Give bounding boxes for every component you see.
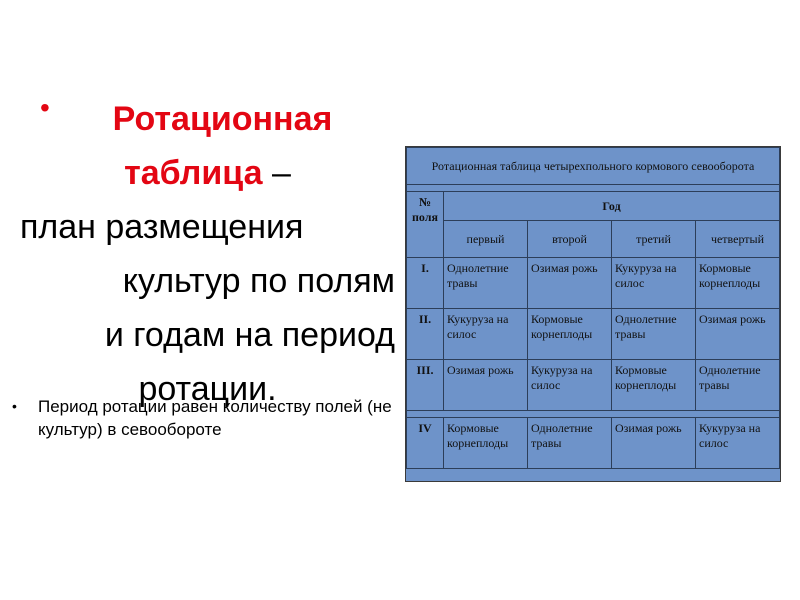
table-cell: Кукуруза на силос [612, 258, 696, 309]
table-title: Ротационная таблица четырехпольного кормового севооборота [407, 148, 780, 185]
heading-term-line1: Ротационная [112, 100, 333, 138]
table-cell: Озимая рожь [612, 418, 696, 469]
row-field-number: III. [407, 360, 444, 411]
table-row [407, 360, 780, 411]
year-third: третий [612, 221, 696, 258]
row-field-number: II. [407, 309, 444, 360]
heading-bullet: • [40, 92, 50, 123]
year-header: Год [444, 192, 780, 221]
table-row [407, 309, 780, 360]
table-cell: Озимая рожь [444, 360, 528, 411]
table-cell: Кукуруза на силос [528, 360, 612, 411]
rotation-table [406, 147, 780, 469]
heading-def-line2: культур по полям [122, 262, 395, 300]
field-number-header: № поля [407, 192, 444, 258]
table-cell: Озимая рожь [528, 258, 612, 309]
table-cell: Кукуруза на силос [444, 309, 528, 360]
table-cell: Однолетние травы [528, 418, 612, 469]
note-text: Период ротации равен количеству полей (не культур) в севообороте [38, 397, 392, 439]
note-bullet: • [12, 398, 17, 414]
rotation-note [12, 395, 418, 441]
table-cell: Кукуруза на силос [696, 418, 780, 469]
year-fourth: четвертый [696, 221, 780, 258]
table-cell: Кормовые корнеплоды [444, 418, 528, 469]
heading-first [20, 92, 395, 146]
heading-def-line4: ротации. [138, 370, 277, 408]
heading-block [20, 92, 395, 416]
year-second: второй [528, 221, 612, 258]
heading-dash: – [262, 154, 291, 192]
table-cell: Кормовые корнеплоды [528, 309, 612, 360]
table-spacer [407, 185, 780, 192]
heading-def-line1: план размещения [20, 208, 304, 246]
table-cell: Однолетние травы [444, 258, 528, 309]
table-cell: Однолетние травы [696, 360, 780, 411]
rotation-table-panel [405, 146, 781, 482]
heading-term-word: таблица [124, 154, 263, 192]
table-row [407, 418, 780, 469]
row-field-number: IV [407, 418, 444, 469]
table-cell: Озимая рожь [696, 309, 780, 360]
table-cell: Кормовые корнеплоды [612, 360, 696, 411]
table-row [407, 258, 780, 309]
heading-term-line2 [20, 146, 395, 200]
year-first: первый [444, 221, 528, 258]
table-cell: Кормовые корнеплоды [696, 258, 780, 309]
table-spacer [407, 411, 780, 418]
row-field-number: I. [407, 258, 444, 309]
heading-def-line3: и годам на период [104, 316, 395, 354]
table-cell: Однолетние травы [612, 309, 696, 360]
